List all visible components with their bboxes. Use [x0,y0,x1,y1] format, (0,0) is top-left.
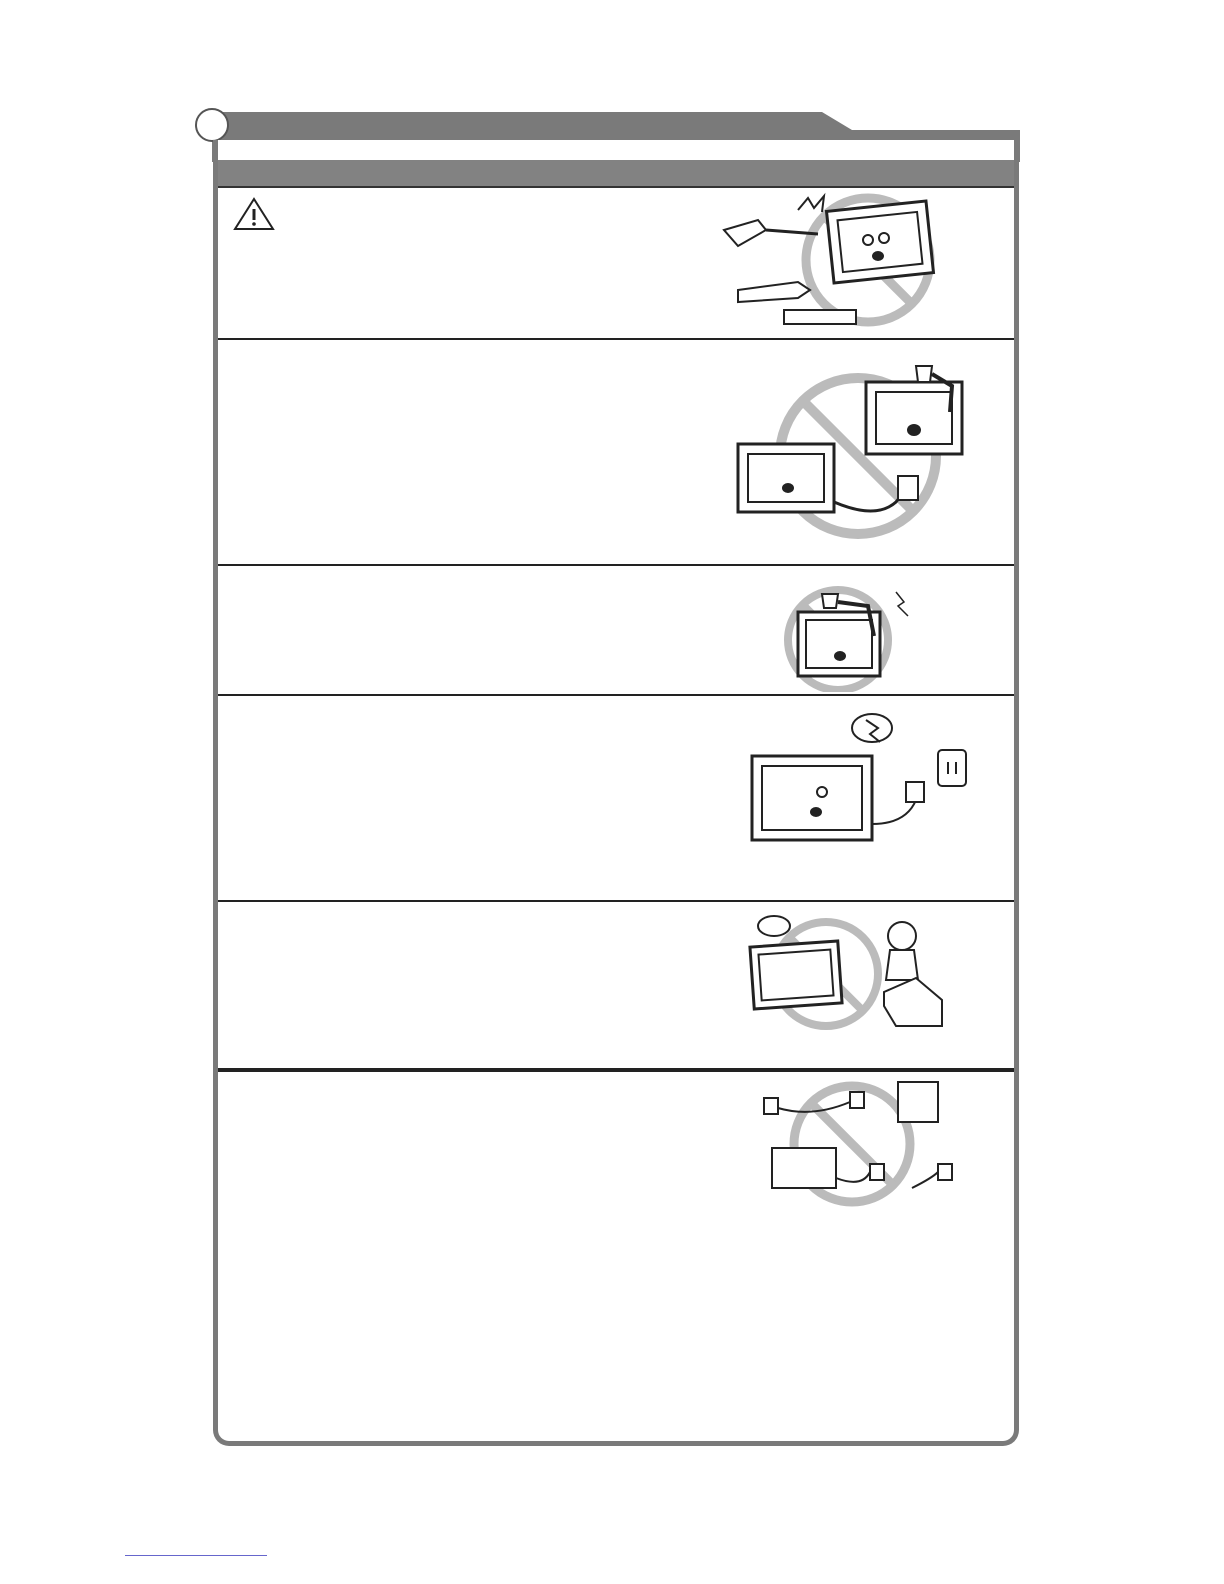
content-frame [213,140,1019,1446]
caution-icon [232,196,276,232]
footer-rule [125,1555,267,1556]
screwdriver-hand-icon [724,220,766,246]
tv-prohibited-illustration [718,190,968,338]
tv-illustration [746,704,982,854]
section-unplug-during-storm [218,696,1014,902]
plug-outlet-icon [906,782,924,802]
multiple-outlets-illustration [752,1078,968,1214]
spilled-cup-illustration [778,576,938,692]
section-number-circle [195,108,229,142]
pliers-icon [738,282,810,302]
sub-header-bar [218,160,1014,188]
section-no-disassembly [218,188,1014,340]
section-no-liquid [218,566,1014,696]
section-child-safety [218,902,1014,1070]
tv-with-cup-illustration [726,352,986,552]
section-no-overloaded-outlets [218,1070,1014,1072]
section-no-objects-on-tv [218,340,1014,566]
lightning-cloud-icon [852,714,892,742]
child-illustration [746,910,946,1036]
